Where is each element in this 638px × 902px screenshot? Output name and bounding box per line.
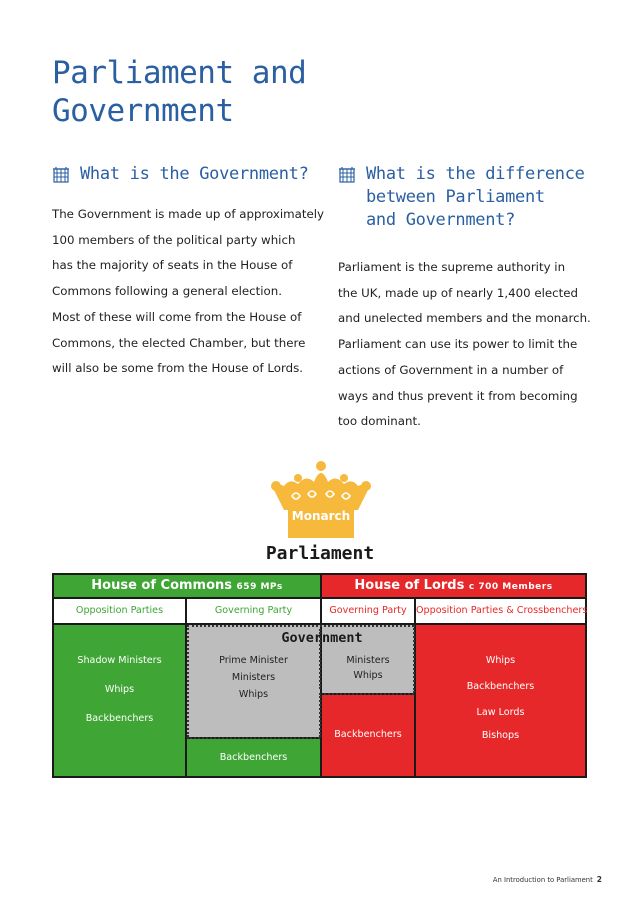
government-boundary-bottom [187, 737, 320, 739]
heading-line: What is the difference [366, 164, 585, 184]
text-line: Parliament can use its power to limit the [338, 337, 578, 352]
opposition-parties-label: Opposition Parties [54, 599, 185, 623]
text-line: the UK, made up of nearly 1,400 elected [338, 285, 579, 300]
whips-label: Whips [238, 689, 269, 700]
lords-name: House of Lords [354, 578, 465, 593]
title-line-2: Government [52, 93, 234, 129]
text-line: has the majority of seats in the House of [52, 258, 293, 273]
governing-party-lords-label: Governing Party [322, 599, 414, 623]
government-heading: What is the Government? [80, 164, 309, 184]
page-title [52, 54, 452, 130]
commons-header [54, 575, 320, 597]
backbenchers-label: Backbenchers [219, 752, 288, 763]
prime-minister-label: Prime Minister [219, 655, 288, 666]
commons-opposition-cell [54, 625, 185, 776]
crown-icon [262, 460, 380, 542]
text-line: Most of these will come from the House of [52, 309, 302, 324]
parliament-diagram [52, 573, 587, 778]
portcullis-icon [52, 166, 70, 184]
title-line-1: Parliament and [52, 55, 307, 91]
text-line: The Government is made up of approximately [52, 207, 325, 221]
heading-line: and Government? [366, 210, 516, 230]
whips-label: Whips [104, 684, 135, 695]
portcullis-icon [338, 166, 356, 184]
parliament-label: Parliament [265, 543, 375, 564]
government-paragraph [52, 202, 324, 382]
government-boundary-top [187, 625, 414, 627]
bishops-label: Bishops [481, 730, 520, 741]
lords-header [322, 575, 585, 597]
government-boundary-lords [319, 693, 414, 695]
text-line: Parliament is the supreme authority in [338, 260, 566, 274]
page-footer [493, 875, 602, 884]
commons-count: 659 MPs [236, 582, 283, 592]
backbenchers-label: Backbenchers [466, 681, 535, 692]
heading-line: between Parliament [366, 187, 545, 207]
text-line: will also be some from the House of Lords. [52, 361, 303, 376]
text-line: Commons following a general election. [52, 284, 283, 299]
difference-heading [366, 163, 585, 232]
backbenchers-label: Backbenchers [85, 713, 154, 724]
shadow-ministers-label: Shadow Ministers [77, 655, 162, 666]
opposition-crossbenchers-label: Opposition Parties & Crossbenchers [416, 599, 585, 623]
whips-label: Whips [353, 670, 383, 681]
whips-label: Whips [485, 655, 516, 666]
governing-party-commons-label: Governing Party [187, 599, 320, 623]
law-lords-label: Law Lords [476, 707, 525, 718]
text-line: actions of Government in a number of [338, 362, 564, 377]
lords-opposition-cell [416, 625, 585, 776]
footer-text: An Introduction to Parliament [492, 876, 593, 884]
text-line: too dominant. [338, 414, 421, 429]
ministers-label: Ministers [346, 655, 390, 666]
text-line: ways and thus prevent it from becoming [338, 388, 578, 403]
text-line: 100 members of the political party which [52, 232, 296, 247]
backbenchers-label: Backbenchers [334, 729, 402, 740]
monarch-label: Monarch [291, 509, 351, 523]
text-line: and unelected members and the monarch. [338, 311, 591, 326]
text-line: Commons, the elected Chamber, but there [52, 335, 306, 350]
page-number: 2 [596, 875, 602, 884]
government-label: Government [281, 630, 363, 646]
difference-paragraph [338, 255, 591, 435]
commons-name: House of Commons [91, 578, 233, 593]
lords-count: c 700 Members [468, 582, 553, 592]
ministers-label: Ministers [231, 672, 276, 683]
